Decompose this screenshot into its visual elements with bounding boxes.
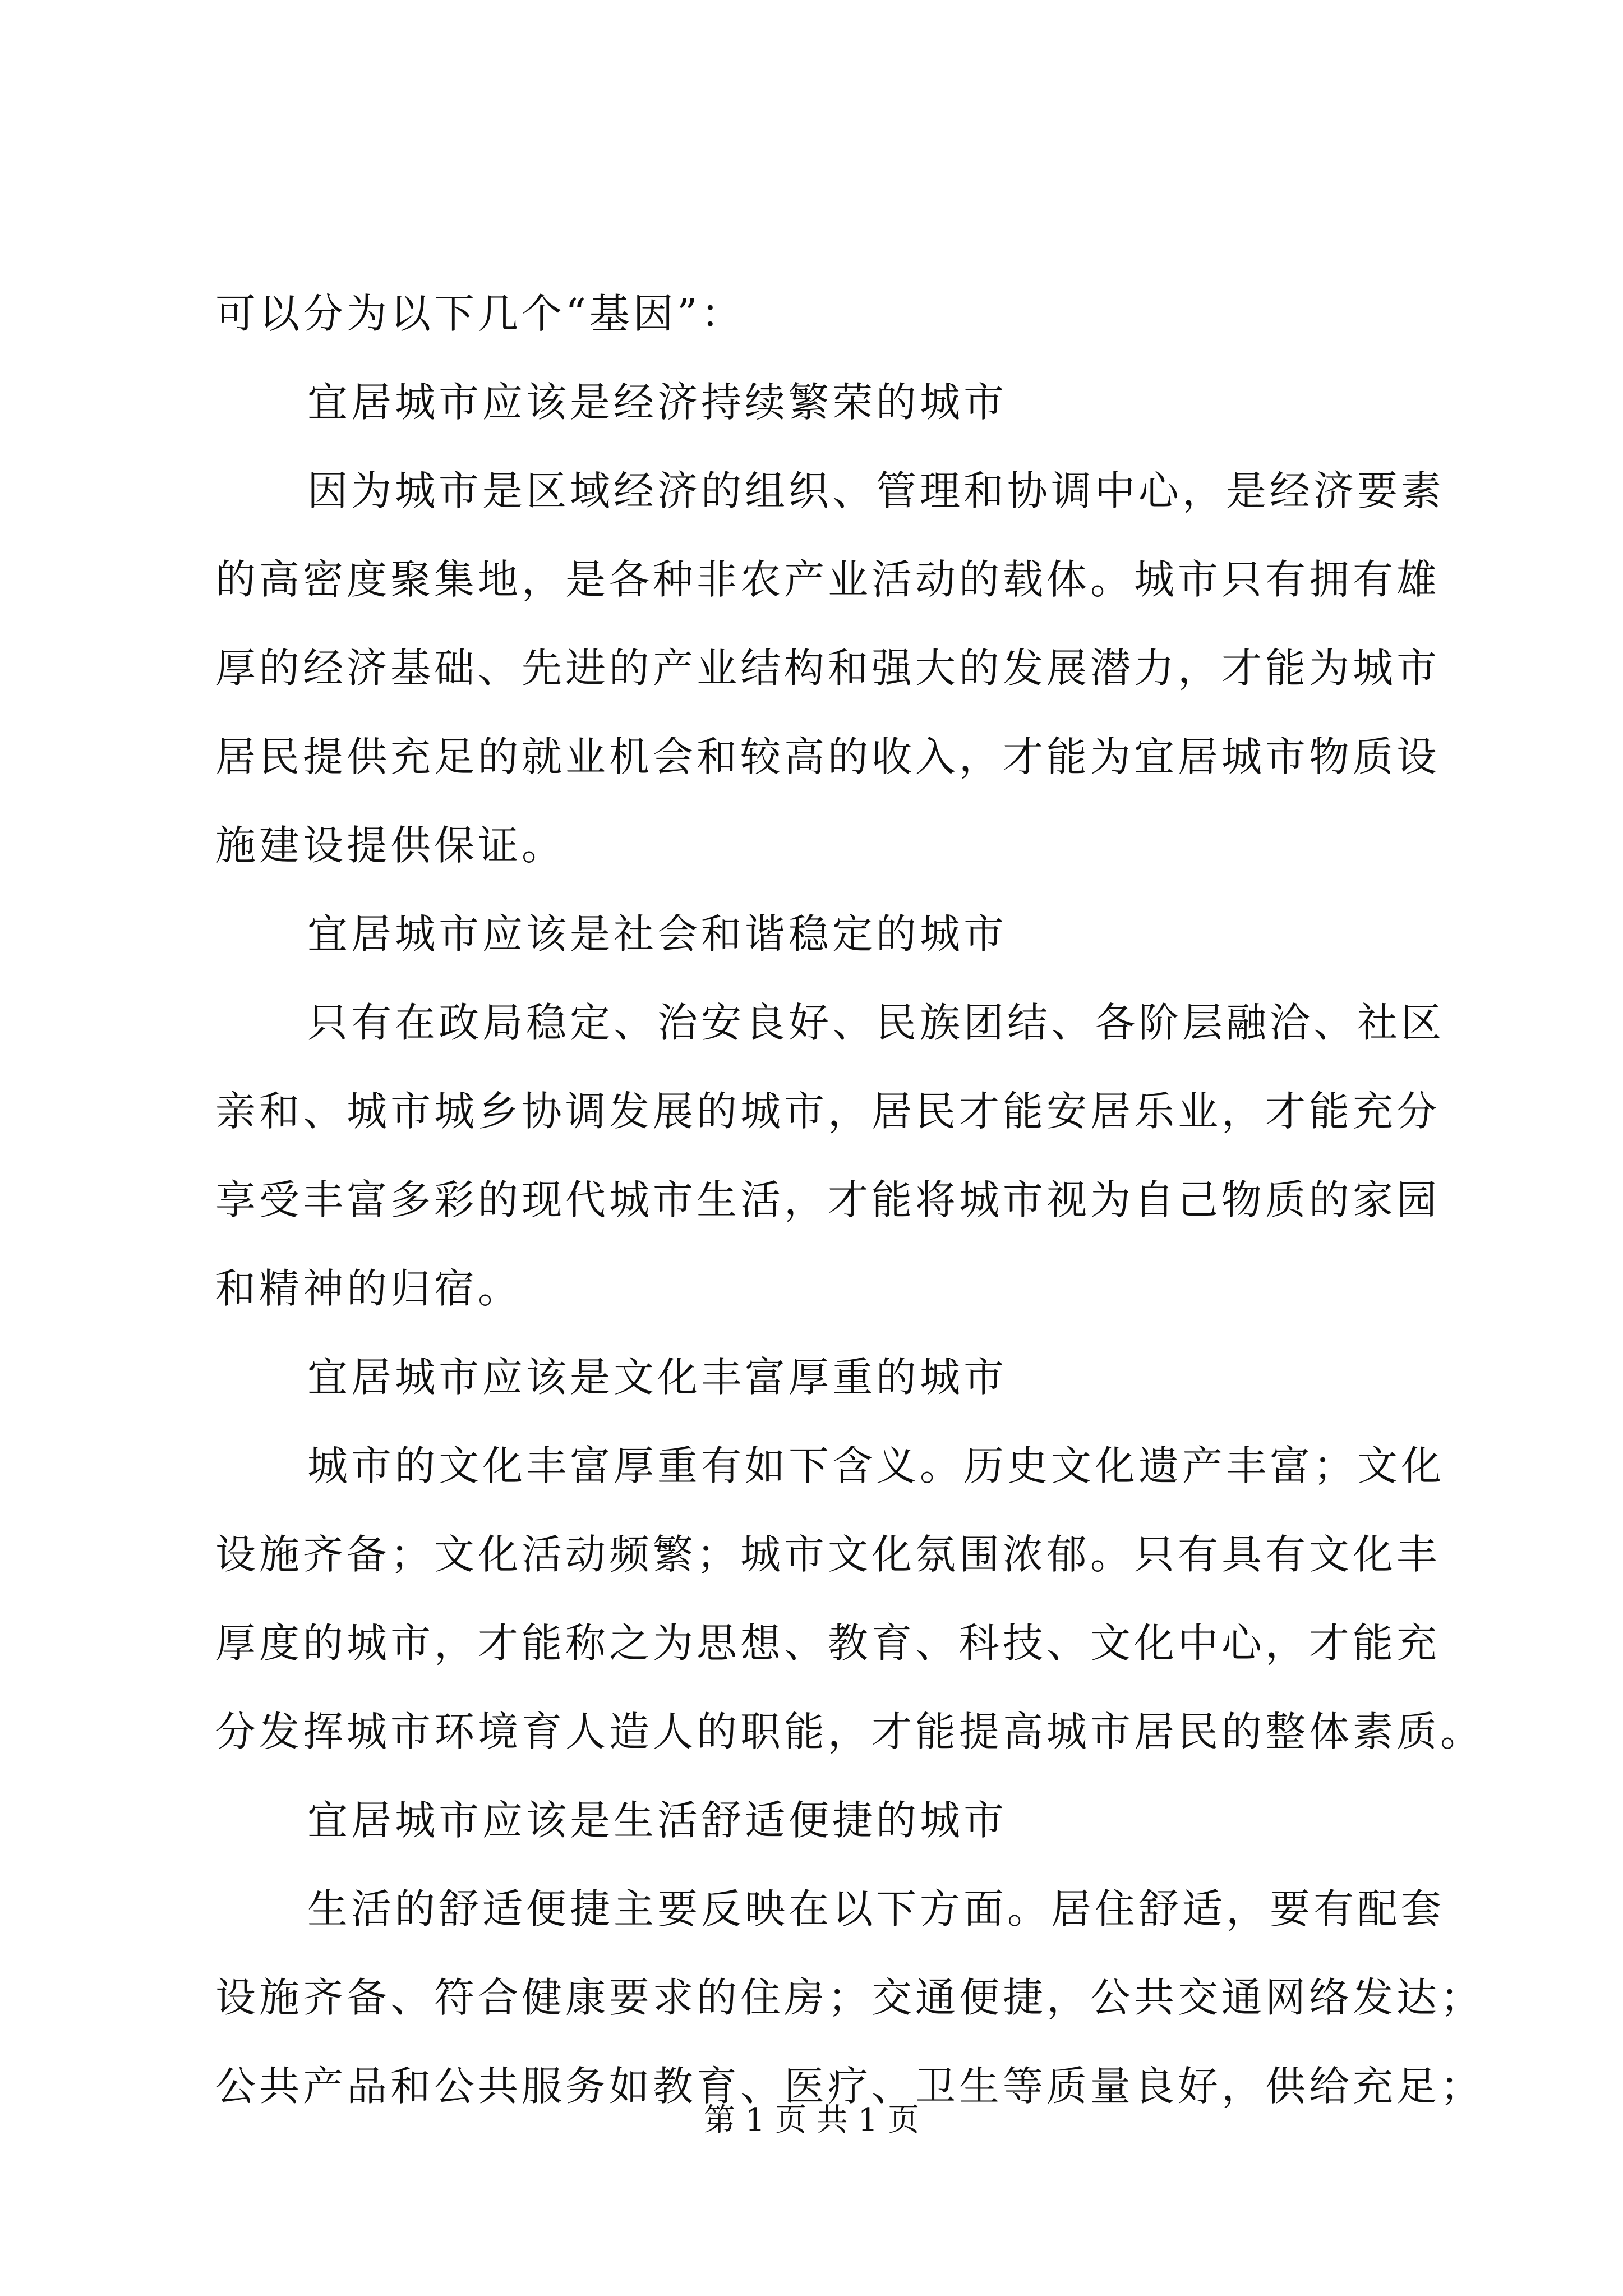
paragraph-line: 居民提供充足的就业机会和较高的收入，才能为宜居城市物质设 (215, 733, 1441, 780)
paragraph-line: 分发挥城市环境育人造人的职能，才能提高城市居民的整体素质。 (215, 1708, 1484, 1755)
paragraph-line: 厚度的城市，才能称之为思想、教育、科技、文化中心，才能充 (215, 1619, 1441, 1667)
paragraph-line: 公共产品和公共服务如教育、医疗、卫生等质量良好，供给充足； (215, 2063, 1484, 2110)
paragraph-line: 因为城市是区域经济的组织、管理和协调中心，是经济要素 (307, 467, 1445, 514)
paragraph-line: 和精神的归宿。 (215, 1265, 522, 1312)
paragraph-line: 亲和、城市城乡协调发展的城市，居民才能安居乐业，才能充分 (215, 1088, 1441, 1135)
paragraph-line: 只有在政局稳定、治安良好、民族团结、各阶层融洽、社区 (307, 999, 1445, 1046)
paragraph-line: 享受丰富多彩的现代城市生活，才能将城市视为自己物质的家园 (215, 1176, 1441, 1223)
paragraph-line: 施建设提供保证。 (215, 822, 566, 869)
paragraph-line: 生活的舒适便捷主要反映在以下方面。居住舒适，要有配套 (307, 1885, 1445, 1932)
section-heading: 宜居城市应该是文化丰富厚重的城市 (307, 1354, 1008, 1401)
section-heading: 宜居城市应该是生活舒适便捷的城市 (307, 1797, 1008, 1844)
paragraph-line: 的高密度聚集地，是各种非农产业活动的载体。城市只有拥有雄 (215, 556, 1441, 603)
paragraph-line: 城市的文化丰富厚重有如下含义。历史文化遗产丰富；文化 (307, 1442, 1445, 1489)
page-number-footer: 第 1 页 共 1 页 (703, 2102, 920, 2138)
paragraph-line: 设施齐备、符合健康要求的住房；交通便捷，公共交通网络发达； (215, 1974, 1484, 2021)
section-heading: 宜居城市应该是经济持续繁荣的城市 (307, 379, 1008, 426)
paragraph-line: 厚的经济基础、先进的产业结构和强大的发展潜力，才能为城市 (215, 645, 1441, 692)
section-heading: 宜居城市应该是社会和谐稳定的城市 (307, 910, 1008, 958)
document-body (215, 269, 1484, 2131)
text-line: 可以分为以下几个“基因”： (215, 290, 745, 337)
paragraph-line: 设施齐备；文化活动频繁；城市文化氛围浓郁。只有具有文化丰 (215, 1531, 1441, 1578)
